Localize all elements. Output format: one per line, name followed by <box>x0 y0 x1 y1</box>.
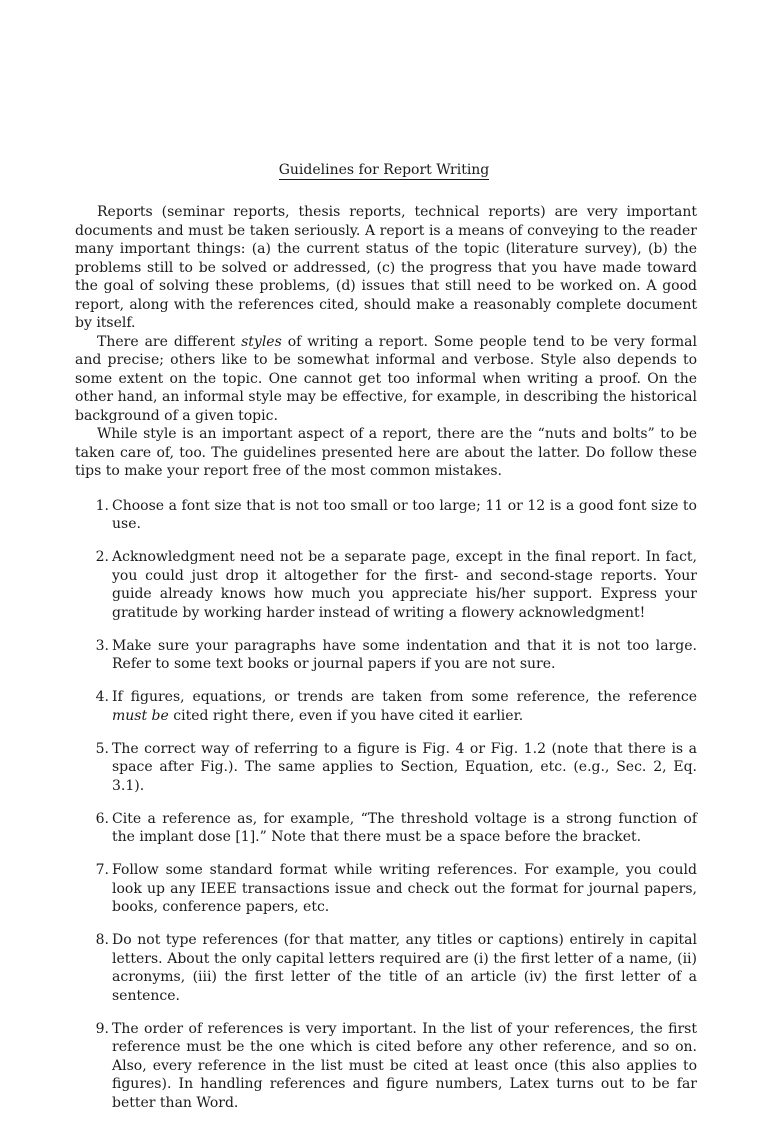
list-item <box>75 548 697 622</box>
list-item-text: The order of references is very important. In the list of your references, the first reference must be the one which is cited before any other reference, and so on. Also, every reference in the list must be cited at least once (this also applies to figures). In handling references and figure numbers, Latex turns out to be far better than Word. <box>112 1020 697 1111</box>
list-item <box>75 688 697 725</box>
list-item-number: 7. <box>95 862 109 878</box>
must-be-emphasis: must be <box>112 707 169 724</box>
styles-paragraph-text-before: There are different <box>97 333 242 350</box>
list-item-number: 4. <box>95 689 109 705</box>
list-item <box>75 931 697 1005</box>
document-title: Guidelines for Report Writing <box>278 162 490 178</box>
styles-paragraph-text-after: of writing a report. Some people tend to be very formal and precise; others like to be somewhat informal and verbose. Style also depends to some extent on the topic. One cannot get too informal when writing a proof. On the other hand, an informal style may be effective, for example, in describing the historical background of a given topic. <box>75 333 697 424</box>
intro-paragraph-text: Reports (seminar reports, thesis reports, technical reports) are very important documents and must be taken seriously. A report is a means of conveying to the reader many important things: (a) the current status of the topic (literature survey), (b) the problems still to be solved or addressed, (c) the progress that you have made toward the goal of solving these problems, (d) issues that still need to be worked on. A good report, along with the references cited, should make a reasonably complete document by itself. <box>75 204 697 331</box>
intro-paragraph <box>75 203 697 333</box>
nuts-bolts-paragraph <box>75 425 697 481</box>
list-item <box>75 637 697 674</box>
list-item-text: Acknowledgment need not be a separate page, except in the final report. In fact, you could just drop it altogether for the first- and second-stage reports. Your guide already knows how much you appreciate his/her support. Express your gratitude by working harder instead of writing a flowery acknowledgment! <box>112 549 697 621</box>
list-item <box>75 861 697 917</box>
list-item-text-after: cited right there, even if you have cited it earlier. <box>168 707 524 724</box>
list-item-number: 8. <box>95 932 109 948</box>
list-item-number: 9. <box>95 1020 109 1037</box>
document-body <box>75 203 697 1127</box>
list-item <box>75 497 697 534</box>
list-item <box>75 810 697 847</box>
list-item-number: 1. <box>95 497 109 514</box>
document-title-block <box>0 160 768 180</box>
list-item <box>75 740 697 796</box>
list-item-number: 5. <box>95 740 109 757</box>
styles-emphasis: styles <box>241 333 282 350</box>
list-item-number: 6. <box>95 810 109 827</box>
list-item-text <box>112 688 697 725</box>
list-item <box>75 1020 697 1113</box>
list-item-text: Make sure your paragraphs have some indentation and that it is not too large. Refer to some text books or journal papers if you are not sure. <box>112 637 697 672</box>
list-item-text: Follow some standard format while writing references. For example, you could look up any IEEE transactions issue and check out the format for journal papers, books, conference papers, etc. <box>112 862 697 915</box>
list-item-text-before: If figures, equations, or trends are taken from some reference, the reference <box>112 689 697 705</box>
list-item-number: 2. <box>95 549 109 565</box>
styles-paragraph <box>75 333 697 426</box>
list-item-number: 3. <box>95 637 109 654</box>
list-item-text: Choose a font size that is not too small or too large; 11 or 12 is a good font size to use. <box>112 497 697 532</box>
list-item-text: The correct way of referring to a figure is Fig. 4 or Fig. 1.2 (note that there is a space after Fig.). The same applies to Section, Equation, etc. (e.g., Sec. 2, Eq. 3.1). <box>112 740 697 794</box>
list-item-text: Cite a reference as, for example, “The threshold voltage is a strong function of the implant dose [1].” Note that there must be a space before the bracket. <box>112 810 697 845</box>
guidelines-list <box>75 497 697 1113</box>
nuts-bolts-paragraph-text: While style is an important aspect of a report, there are the “nuts and bolts” to be taken care of, too. The guidelines presented here are about the latter. Do follow these tips to make your report free of the most common mistakes. <box>75 426 697 479</box>
list-item-text: Do not type references (for that matter, any titles or captions) entirely in capital letters. About the only capital letters required are (i) the first letter of a name, (ii) acronyms, (iii) the first letter of the title of an article (iv) the first letter of a sentence. <box>112 932 697 1004</box>
